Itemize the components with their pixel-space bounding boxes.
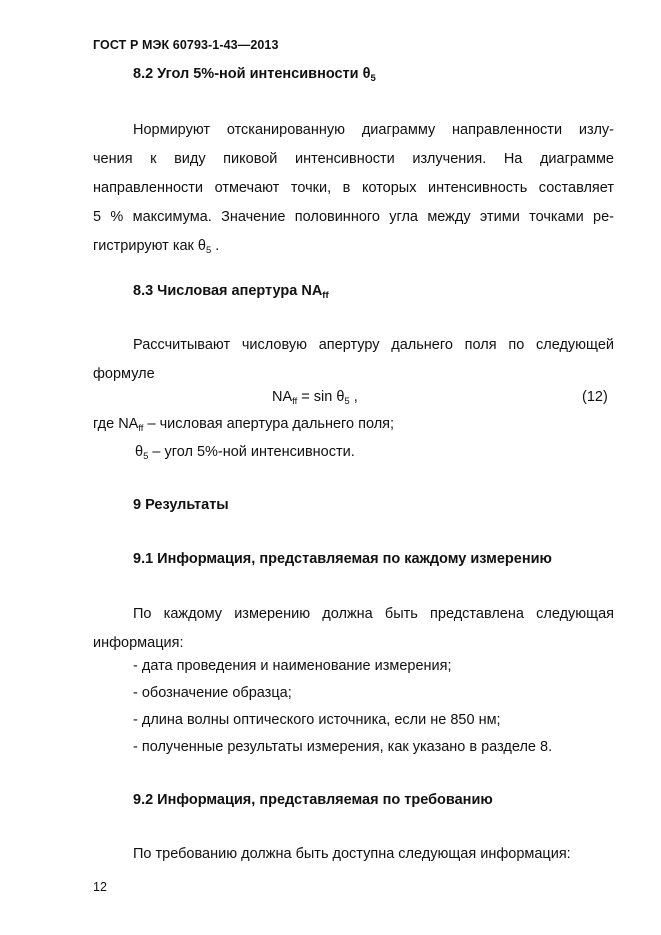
page-number: 12 xyxy=(93,880,107,894)
para-8-2-line: чения к виду пиковой интенсивности излучения. На диаграмме xyxy=(93,151,614,167)
para-8-3 xyxy=(93,331,614,389)
para-8-2-line: направленности отмечают точки, в которых интенсивность составляет xyxy=(93,180,614,196)
formula-12 xyxy=(272,389,358,405)
list-item: - полученные результаты измерения, как указано в разделе 8. xyxy=(133,739,553,755)
list-item: - длина волны оптического источника, если не 850 нм; xyxy=(133,712,501,728)
para-8-2-last-line xyxy=(93,232,614,261)
where-1-b: – числовая апертура дальнего поля; xyxy=(143,416,395,432)
para-9-1 xyxy=(93,600,614,658)
para-8-2-line: 5 % максимума. Значение половинного угла между этими точками ре- xyxy=(93,209,614,225)
where-2-a: θ xyxy=(135,444,144,460)
para-8-3-line: формуле xyxy=(93,366,155,382)
formula-left-sub: ff xyxy=(292,396,298,407)
heading-8-3-sub: ff xyxy=(322,290,329,301)
list-item: - обозначение образца; xyxy=(133,685,292,701)
standard-designation: ГОСТ Р МЭК 60793-1-43—2013 xyxy=(93,38,279,52)
formula-mid-sub: 5 xyxy=(344,396,350,407)
formula-tail: , xyxy=(349,389,358,405)
where-1-sub: ff xyxy=(138,423,144,434)
para-8-2 xyxy=(93,116,614,261)
where-1-a: где NA xyxy=(93,416,139,432)
where-line-2 xyxy=(135,444,355,460)
para-8-2-last-tail: . xyxy=(211,238,220,254)
heading-8-2-text: 8.2 Угол 5%-ной интенсивности θ xyxy=(133,66,371,82)
heading-9-1: 9.1 Информация, представляемая по каждому измерению xyxy=(133,551,552,567)
list-item: - дата проведения и наименование измерения; xyxy=(133,658,452,674)
para-8-2-last-text: гистрируют как θ xyxy=(93,238,206,254)
para-8-2-line: Нормируют отсканированную диаграмму направленности излу- xyxy=(133,122,614,138)
heading-8-2-sub: 5 xyxy=(370,73,376,84)
para-9-2: По требованию должна быть доступна следующая информация: xyxy=(133,846,571,862)
where-line-1 xyxy=(93,416,394,432)
para-8-2-last-sub: 5 xyxy=(205,245,212,256)
heading-8-3-text: 8.3 Числовая апертура NA xyxy=(133,283,323,299)
formula-left: NA xyxy=(272,389,293,405)
para-8-3-line: Рассчитывают числовую апертуру дальнего поля по следующей xyxy=(133,337,614,353)
heading-8-2 xyxy=(133,66,376,82)
formula-mid: = sin θ xyxy=(297,389,345,405)
where-2-b: – угол 5%-ной интенсивности. xyxy=(148,444,355,460)
heading-9: 9 Результаты xyxy=(133,497,229,513)
formula-number: (12) xyxy=(582,389,608,405)
where-2-sub: 5 xyxy=(143,451,149,462)
heading-9-2: 9.2 Информация, представляемая по требованию xyxy=(133,792,493,808)
heading-8-3 xyxy=(133,283,329,299)
para-9-1-line: По каждому измерению должна быть представлена следующая xyxy=(133,606,614,622)
para-9-1-line: информация: xyxy=(93,635,184,651)
